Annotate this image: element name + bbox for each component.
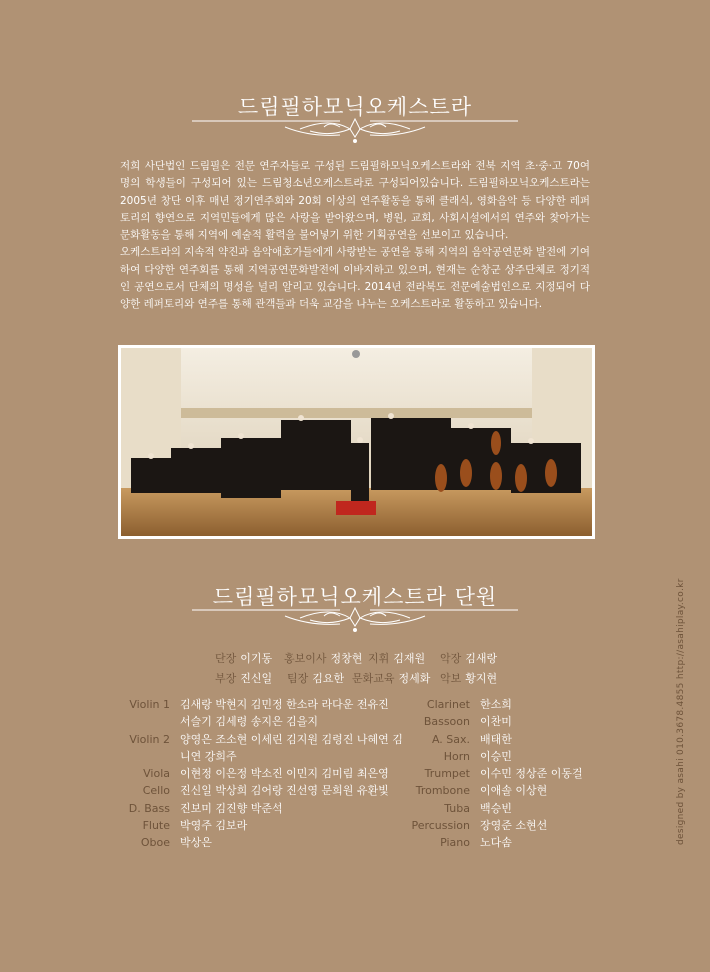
part-label: Violin 1 [129,698,170,711]
member-names: 니연 강희주 [180,749,237,763]
staff-role: 악장 [440,652,462,665]
roster-row [120,748,420,765]
members-title-ornament [190,602,520,652]
staff-name: 김새랑 [465,652,498,665]
part-label: A. Sax. [431,732,470,746]
member-names: 진신일 박상희 김어랑 진선영 문희원 유환빛 [180,784,389,798]
part-label: Percussion [411,819,470,833]
staff-role: 팀장 [287,672,309,685]
staff-name: 황지현 [465,672,498,685]
part-label: Horn [443,749,470,763]
roster-row [120,834,420,851]
roster-row [120,817,420,834]
part-label: Clarinet [426,698,470,711]
member-names: 배태한 [480,732,512,746]
member-names: 서슬기 김세령 송지은 김을지 [180,715,319,729]
roster-right [400,696,600,852]
member-names: 박영주 김보라 [180,819,248,833]
member-names: 한소희 [480,698,512,711]
roster-row [400,713,600,730]
part-label: Violin 2 [129,732,170,746]
members-title: 드림필하모닉오케스트라 단원 [212,585,498,609]
member-names: 이승민 [480,749,512,763]
staff-name: 김요한 [312,672,345,685]
roster-row [400,731,600,748]
staff-name: 진신일 [240,672,273,685]
member-names: 이수민 정상준 이동걸 [480,767,583,781]
intro-paragraph: 오케스트라의 지속적 약진과 음악애호가들에게 사랑받는 공연을 통해 지역의 음악공연문화 발전에 기여하여 다양한 연주회를 통해 지역공연문화발전에 이바지하고 있으며, 현재는 순창군 상주단체로 정기적인 공연으로서 단체의 명성을 널리 알리고 있습니다. 2014년 전라북도 전문예술법인으로 지정되어 다양한 레퍼토리와 연주를 통해 관객들과 더욱 교감을 나누는 오케스트라로 활동하고 있습니다. [120,246,590,311]
part-label [120,748,170,765]
member-names: 이애솔 이상현 [480,784,548,798]
part-label: Trombone [415,784,470,798]
member-names: 노다솜 [480,836,512,850]
member-names: 김새랑 박현지 김민정 한소라 라다운 전유진 [180,698,389,711]
part-label: Cello [142,784,170,798]
part-label: Piano [440,836,470,850]
roster-row [120,731,420,748]
roster-row [120,713,420,730]
staff-role: 악보 [440,672,462,685]
intro-text [120,158,590,314]
staff-role: 홍보이사 [284,652,327,665]
roster-row [400,782,600,799]
roster-left [120,696,420,852]
part-label: Bassoon [423,715,470,729]
member-names: 백승빈 [480,801,512,815]
intro-paragraph: 저희 사단법인 드림필은 전문 연주자들로 구성된 드림필하모닉오케스트라와 전북 지역 초·중·고 70여 명의 학생들이 구성되어 있는 드림청소년오케스트라로 구성되어있습니다. 드림필하모닉오케스트라는 2005년 창단 이후 매년 정기연주회와 20회 이상의 연주활동을 통해 클래식, 영화음악 등 다양한 레퍼토리의 향연으로 지역민들에게 많은 사랑을 받아왔으며, 병원, 교회, 사회시설에서의 연주와 찾아가는 문화활동을 통해 지역에 예술적 활력을 불어넣기 위한 기획공연을 선보이고 있습니다. [120,160,590,242]
roster-row [120,765,420,782]
roster-row [120,782,420,799]
roster-row [400,834,600,851]
staff-name: 김재원 [393,652,426,665]
roster-row [400,748,600,765]
roster-row [400,800,600,817]
roster-row [400,765,600,782]
title-ornament [190,113,520,163]
staff-role: 단장 [215,652,237,665]
member-names: 진보미 김진향 박준석 [180,801,283,815]
staff-role: 부장 [215,672,237,685]
staff-name: 정창현 [330,652,363,665]
part-label: Trumpet [424,767,470,781]
roster-row [120,800,420,817]
member-names: 양영은 조소현 이세린 김지원 김령진 나혜연 김 [180,732,403,746]
designer-credit: designed by asahi 010.3678.4855 http://asahiplay.co.kr [676,578,686,845]
staff-role: 문화교육 [352,672,395,685]
staff-role: 지휘 [368,652,390,665]
part-label: D. Bass [128,801,170,815]
page-title: 드림필하모닉오케스트라 [237,95,473,119]
staff-name: 이기동 [240,652,273,665]
part-label: Flute [142,819,170,833]
part-label: Oboe [140,836,170,850]
member-names: 장영준 소현선 [480,819,548,833]
part-label [120,713,170,730]
part-label: Tuba [444,801,470,815]
orchestra-photo [118,345,595,539]
roster-row [400,696,600,713]
roster-row [120,696,420,713]
member-names: 이현정 이은정 박소진 이민지 김미림 최은영 [180,767,389,781]
member-names: 이찬미 [480,715,512,729]
part-label: Viola [143,767,170,781]
roster-row [400,817,600,834]
member-names: 박상은 [180,836,212,850]
staff-name: 정세화 [398,672,431,685]
